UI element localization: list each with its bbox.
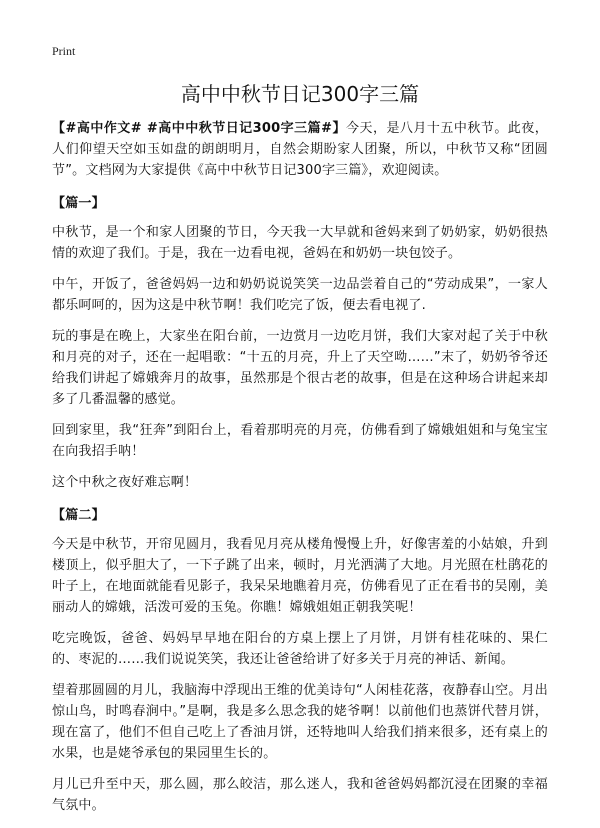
page-title: 高中中秋节日记300字三篇 <box>180 82 420 106</box>
intro-paragraph <box>52 118 548 181</box>
intro-tags: 【#高中作文# #高中中秋节日记300字三篇#】 <box>52 121 346 136</box>
paragraph: 月儿已升至中天，那么圆，那么皎洁，那么迷人，我和爸爸妈妈都沉浸在团聚的幸福气氛中。 <box>52 777 548 813</box>
print-link[interactable]: Print <box>52 44 76 58</box>
paragraph: 玩的事是在晚上，大家坐在阳台前，一边赏月一边吃月饼，我们大家对起了关于中秋和月亮的对子，还在一起唱歌：“十五的月亮，升上了天空呦……”末了，奶奶爷爷还给我们讲起了嫦娥奔月的故事，虽然那是个很古老的故事，但是在这种场合讲起来却多了几番温馨的感觉。 <box>52 329 548 407</box>
section-heading-1: 【篇一】 <box>52 196 105 211</box>
paragraph: 今天是中秋节，开帘见圆月，我看见月亮从楼角慢慢上升，好像害羞的小姑娘，升到楼顶上，似乎胆大了，一下子跳了出来，顿时，月光洒满了大地。月光照在杜鹃花的叶子上，在地面就能看见影子，我呆呆地瞧着月亮，仿佛看见了正在看书的吴刚，美丽动人的嫦娥，活泼可爱的玉兔。你瞧！嫦娥姐姐正朝我笑呢！ <box>52 537 548 615</box>
paragraph: 中午，开饭了，爸爸妈妈一边和奶奶说说笑笑一边品尝着自己的“劳动成果”，一家人都乐呵呵的，因为这是中秋节啊！我们吃完了饭，便去看电视了. <box>52 277 548 313</box>
paragraph: 回到家里，我“狂奔”到阳台上，看着那明亮的月亮，仿佛看到了嫦娥姐姐和与兔宝宝在向我招手呐！ <box>52 423 548 459</box>
paragraph: 吃完晚饭，爸爸、妈妈早早地在阳台的方桌上摆上了月饼，月饼有桂花味的、果仁的、枣泥的……我们说说笑笑，我还让爸爸给讲了好多关于月亮的神话、新闻。 <box>52 631 548 667</box>
paragraph: 望着那圆圆的月儿，我脑海中浮现出王维的优美诗句“人闲桂花落，夜静春山空。月出惊山鸟，时鸣春涧中。”是啊，我是多么思念我的姥爷啊！以前他们也蒸饼代替月饼，现在富了，他们不但自己吃上了香油月饼，还特地叫人给我们捎来很多，还有桌上的水果，也是姥爷承包的果园里生长的。 <box>52 683 548 761</box>
section-heading-2: 【篇二】 <box>52 508 105 523</box>
paragraph: 这个中秋之夜好难忘啊！ <box>52 475 198 490</box>
paragraph: 中秋节，是一个和家人团聚的节日，今天我一大早就和爸妈来到了奶奶家，奶奶很热情的欢迎了我们。于是，我在一边看电视，爸妈在和奶奶一块包饺子。 <box>52 225 548 261</box>
article-body <box>52 118 548 826</box>
intro-text: 今天，是八月十五中秋节。此夜，人们仰望天空如玉如盘的朗朗明月，自然会期盼家人团聚，所以，中秋节又称“团圆节”。文档网为大家提供《高中中秋节日记300字三篇》，欢迎阅读。 <box>52 121 548 178</box>
